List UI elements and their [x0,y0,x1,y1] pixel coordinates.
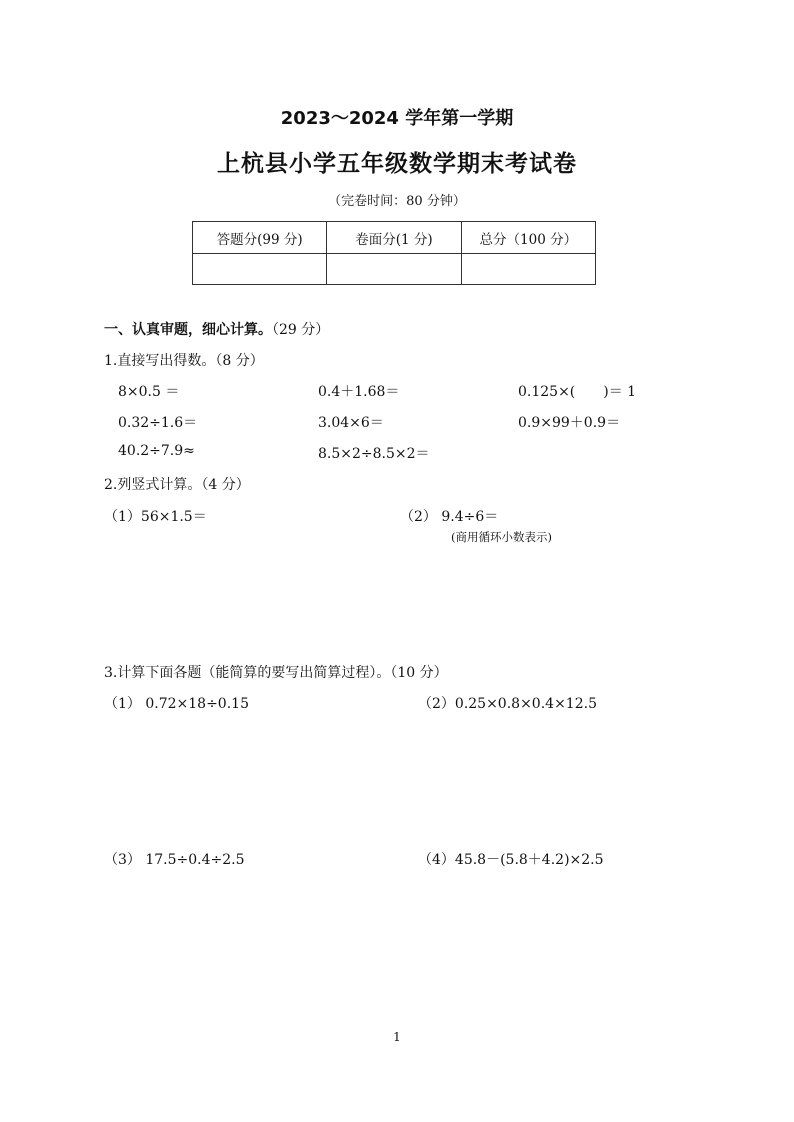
q1-item: 0.4＋1.68＝ [318,384,400,400]
q1-item: 0.125×( )＝ 1 [518,384,637,400]
score-cell-neatness[interactable] [327,254,461,285]
score-cell-total[interactable] [461,254,595,285]
q1-item: 3.04×6＝ [318,415,384,431]
section-1-points: （29 分） [272,322,330,338]
q2-item-1: （1）56×1.5＝ [104,509,207,525]
score-table-entry-row [193,254,596,285]
exam-term: 2023～2024 学年第一学期 [280,108,514,129]
page-number: 1 [393,1030,401,1044]
q1-item: 0.32÷1.6＝ [118,415,198,431]
section-1-heading: 一、认真审题，细心计算。 [104,322,272,338]
score-header-answer: 答题分(99 分) [193,222,327,254]
q3-title: 3.计算下面各题（能简算的要写出简算过程）。（10 分） [104,665,448,681]
q2-item-2-note: (商用循环小数表示) [451,530,552,544]
q1-item: 40.2÷7.9≈ [118,443,195,459]
score-cell-answer[interactable] [193,254,327,285]
q2-title: 2.列竖式计算。（4 分） [104,477,250,493]
q3-item-3: （3） 17.5÷0.4÷2.5 [104,852,245,868]
q1-item: 0.9×99＋0.9＝ [518,415,621,431]
q2-item-2: （2） 9.4÷6＝ [400,509,499,525]
score-table-header-row [193,222,596,254]
q3-item-2: （2）0.25×0.8×0.4×12.5 [418,696,597,712]
score-header-neatness: 卷面分(1 分) [327,222,461,254]
q1-title: 1.直接写出得数。（8 分） [104,353,264,369]
q1-item: 8×0.5 ＝ [118,384,180,400]
exam-time-note: （完卷时间：80 分钟） [328,194,466,209]
score-table [192,221,596,285]
section-1-heading-line [104,319,329,339]
q1-item: 8.5×2÷8.5×2＝ [318,446,430,462]
exam-title: 上杭县小学五年级数学期末考试卷 [217,151,577,177]
q3-item-4: （4）45.8－(5.8＋4.2)×2.5 [418,852,604,868]
score-header-total: 总分（100 分） [461,222,595,254]
q3-item-1: （1） 0.72×18÷0.15 [104,696,249,712]
